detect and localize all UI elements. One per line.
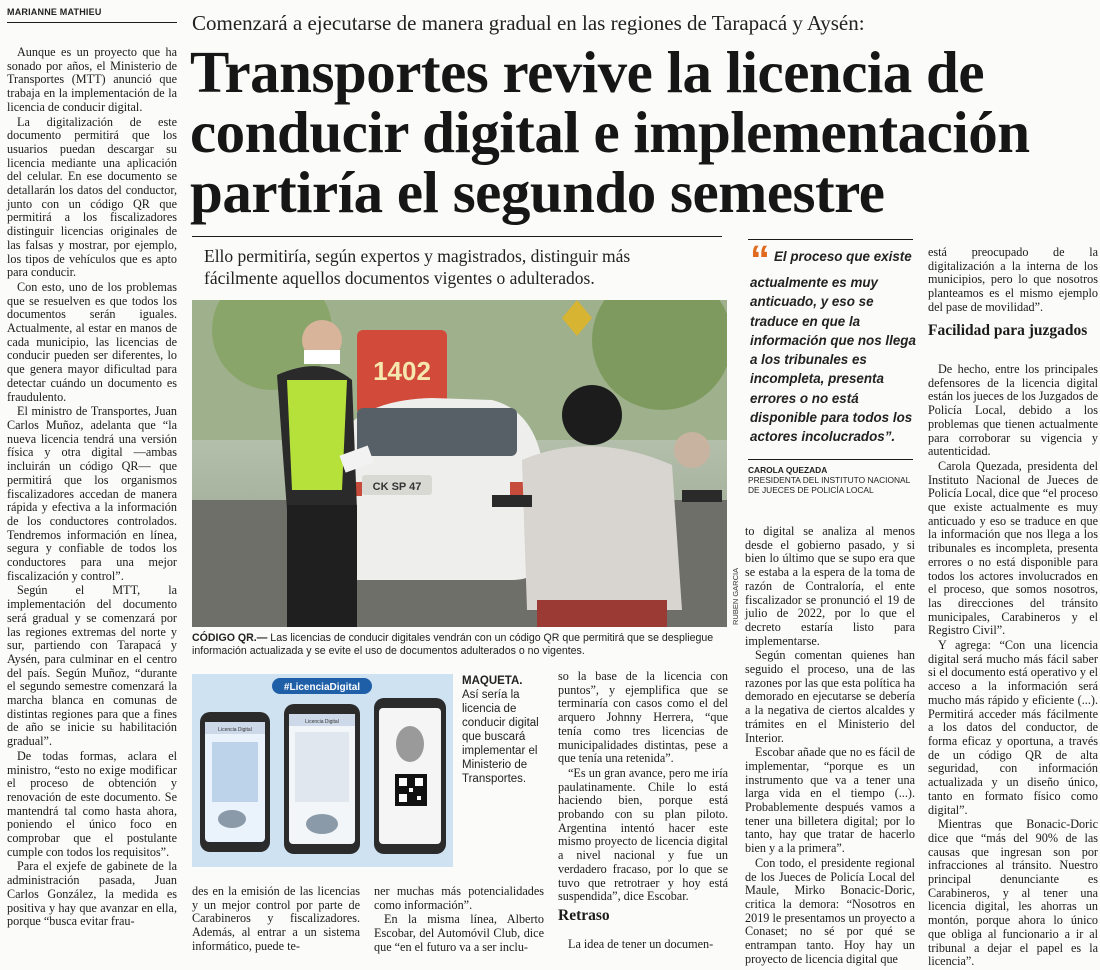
retraso-text: La idea de tener un documen- [568, 937, 714, 951]
kicker: Comenzará a ejecutarse de manera gradual en las regiones de Tarapacá y Aysén: [192, 11, 865, 35]
maqueta-caption [462, 674, 542, 786]
phone-1 [200, 712, 270, 852]
headline-line-2: conducir digital e implementación [190, 99, 1030, 165]
col4-paragraph: Escobar añade que no es fácil de implementar, “porque es un instrumento que va a tener una larga vida en el tiempo (...). Probablemente después vamos a tener una billetera digital; por lo tanto, hay que tratar de hacerlo bien y a la primera”. [745, 745, 915, 856]
bajada-line-1: Ello permitiría, según expertos y magistrados, distinguir más [204, 246, 631, 266]
col1-paragraph: El ministro de Transportes, Juan Carlos Muñoz, adelanta que “la nueva licencia tendrá una versión física y otra digital —ambas incluirán un código QR— que permitirá que los organismos fiscalizadores accedan de manera rápida y efectiva a la información de los conductores controlados. Tendremos información en línea, segura y confiable de todos los conductores para una mejor fiscalización y control”. [7, 404, 177, 583]
col1-paragraph: Para el exjefe de gabinete de la administración pasada, Juan Carlos González, la medida es positiva y hay que avanzar en ella, porque “busca evitar frau- [7, 859, 177, 929]
headline-line-1: Transportes revive la licencia de [190, 39, 985, 105]
column-5 [928, 363, 1098, 970]
col3b-paragraph: ner muchas más potencialidades como información”. [374, 884, 544, 912]
col4-paragraph: Con todo, el presidente regional de los Jueces de Policía Local del Maule, Mirko Bonacic-Doric, critica la demora: “Nosotros en 2019 le presentamos un proyecto a Conaset; no sé por qué se entrampan tanto. Hoy hay un proyecto de licencia digital que [745, 855, 915, 966]
col5b-paragraph: Y agrega: “Con una licencia digital será mucho más fácil saber si el documento está operativo y el acceso a la información será mucho más rápido y eficiente (...). Permitirá acceder más fácilmente a los datos del conductor, de forma eficaz y oportuna, a través de un código QR de alta seguridad, con información actualizada y un diseño único, tanto en formato físico como digital”. [928, 638, 1098, 817]
col1-paragraph: De todas formas, aclara el ministro, “esto no exige modificar el proceso de obtención y renovación de este documento. Se mantendrá tal como hasta ahora, poniendo el único foco en comprobar que el postulante cumple con todos los requisitos”. [7, 748, 177, 859]
photo-illustration [192, 300, 727, 627]
quote-rest: , y eso se traduce en que la información que nos llega a los tribunales es incompleta, presenta errores o no está disponible para todos los actores incolucrados”. [750, 294, 916, 445]
quote-rule-top [748, 239, 913, 240]
license-plate: CK SP 47 [372, 481, 422, 493]
quote-author: CAROLA QUEZADA [748, 465, 828, 475]
headline-line-3: partiría el segundo semestre [190, 159, 885, 225]
col2-paragraph: des en la emisión de las licencias y un mejor control por parte de Carabineros y fiscalizadores. Además, al entrar a un sistema informático, puede te- [192, 884, 360, 953]
maqueta-image [192, 674, 453, 867]
column-3a [558, 670, 728, 905]
photo-caption [192, 632, 727, 658]
headline [190, 39, 1090, 225]
caption-text: Las licencias de conducir digitales vendrán con un código QR que permitirá que se despliegue información actualizada y se evite el uso de documentos adulterados o no vigentes. [192, 632, 714, 657]
facilidad-subtitle: Facilidad para juzgados [928, 322, 1088, 339]
caption-lead: CÓDIGO QR.— [192, 632, 268, 644]
phone-2 [284, 704, 360, 854]
col5b-paragraph: De hecho, entre los principales defensores de la licencia digital están los jueces de los Juzgados de Policía Local, debido a los problemas que tienen actualmente para corroborar su vigencia y autenticidad. [928, 362, 1098, 459]
retraso-subtitle: Retraso [558, 907, 610, 924]
headline-rule [192, 236, 722, 237]
bajada-line-2: fácilmente aquellos documentos vigentes o adulterados. [204, 268, 595, 288]
column-5-top [928, 246, 1098, 316]
hashtag-label: #LicenciaDigital [283, 682, 361, 693]
news-photo [192, 300, 727, 627]
col4-paragraph: to digital se analiza al menos desde el gobierno pasado, y si bien lo último que se supo era que se estaba a la espera de la toma de razón de Contraloría, el ente fiscalizador se pronunció el 19 de julio de 2022, por lo que el decreto estaría listo para implementarse. [745, 524, 915, 648]
col3a-paragraph: so la base de la licencia con puntos”, y ejemplifica que se terminaría con casos como el del arquero Johnny Herrera, “que tenía como tres licencias de municipalidades distintas, pese a que tenía una retenida”. [558, 669, 728, 766]
col3b-paragraph: En la misma línea, Alberto Escobar, del Automóvil Club, dice que “en el futuro va a ser inclu- [374, 912, 544, 954]
svg-text:Licencia Digital: Licencia Digital [218, 727, 252, 733]
svg-text:Licencia Digital: Licencia Digital [305, 719, 339, 725]
quote-mark-icon: “ [750, 238, 770, 282]
phone-3 [374, 698, 446, 854]
maqueta-text: Así sería la licencia de conducir digital que buscará implementar el Ministerio de Transportes. [462, 689, 539, 785]
quote-role: PRESIDENTA DEL INSTITUTO NACIONAL DE JUECES DE POLICÍA LOCAL [748, 475, 910, 495]
byline: MARIANNE MATHIEU [7, 7, 102, 17]
maqueta-lead: MAQUETA. [462, 675, 523, 687]
col3a-paragraph: “Es un gran avance, pero me iría paulatinamente. Chile lo está haciendo bien, porque está probando con su plan piloto. Argentina intentó hacer este mismo proyecto de licencia digital a nivel nacional y fue un verdadero fracaso, por lo que se tuvo que retrotraer y hoy está suspendida”, dice Escobar. [558, 765, 728, 904]
quote-bold: El proceso que existe actualmente es muy anticuado [750, 249, 912, 310]
column-3b [374, 885, 544, 956]
col5-paragraph: está preocupado de la digitalización a la interna de los municipios, pero lo que nosotros planteamos es el mismo ejemplo del pase de movilidad”. [928, 245, 1098, 314]
bus-sign: 1402 [373, 356, 431, 386]
col1-paragraph: Con esto, uno de los problemas que se resuelven es que todos los documentos serán iguales. Actualmente, al estar en manos de cada municipio, las licencias de conducir pueden ser diferentes, lo que genera mayor dificultad para detectar cuándo un documento es fraudulento. [7, 279, 177, 404]
col5b-paragraph: Mientras que Bonacic-Doric dice que “más del 90% de las causas que ingresan son por infracciones al tránsito. Nuestro principal denunciante es Carabineros, y al tener una licencia digital, les ahorras un montón, porque ahora lo único que obliga al funcionario a ir al tribunal a dejar el papel es la licencia”. [928, 817, 1098, 969]
byline-rule [7, 22, 177, 23]
quote-rule-mid [748, 459, 913, 460]
column-2 [192, 885, 360, 955]
pull-quote [750, 238, 918, 447]
col1-paragraph: Según el MTT, la implementación del documento será gradual y se comenzará por las regiones extremas del norte y sur, partiendo con Tarapacá y Aysén, para culminar en el centro del país. Según Muñoz, “durante el segundo semestre comenzará la marcha blanca en comunas de distintas regiones para que a fines de año se inicie su habilitación gradual”. [7, 583, 177, 749]
bajada [204, 245, 724, 289]
column-4 [745, 525, 915, 968]
photo-credit: RUBEN GARCIA [731, 567, 740, 625]
quote-author-block [748, 465, 913, 495]
col1-paragraph: La digitalización de este documento permitirá que los usuarios puedan descargar su licencia mediante una aplicación del celular. En ese documento se detallarán los datos del conductor, junto con un código QR que permitirá a los fiscalizadores distinguir licencias originales de las falsas y mostrar, por ejemplo, los tipos de vehículos que es apto para conducir. [7, 114, 177, 280]
col4-paragraph: Según comentan quienes han seguido el proceso, una de las razones por las que esta política ha demorado en ejecutarse se debería a la negativa de ciertos alcaldes y trámites en el Ministerio del Interior. [745, 648, 915, 745]
column-1 [7, 46, 177, 930]
phones-mockup [192, 674, 453, 867]
col1-paragraph: Aunque es un proyecto que ha sonado por años, el Ministerio de Transportes (MTT) anunció que trabaja en la implementación de la licencia de conducir digital. [7, 45, 177, 114]
col5b-paragraph: Carola Quezada, presidenta del Instituto Nacional de Jueces de Policía Local, dice que “el proceso que existe actualmente es muy anticuado y eso se traduce en que la información que nos llega a los tribunales es incompleta, presenta errores o no está disponible para todos los actores involucrados en el proceso, que somos nosotros, las direcciones del tránsito municipales, Carabineros y el Registro Civil”. [928, 458, 1098, 638]
